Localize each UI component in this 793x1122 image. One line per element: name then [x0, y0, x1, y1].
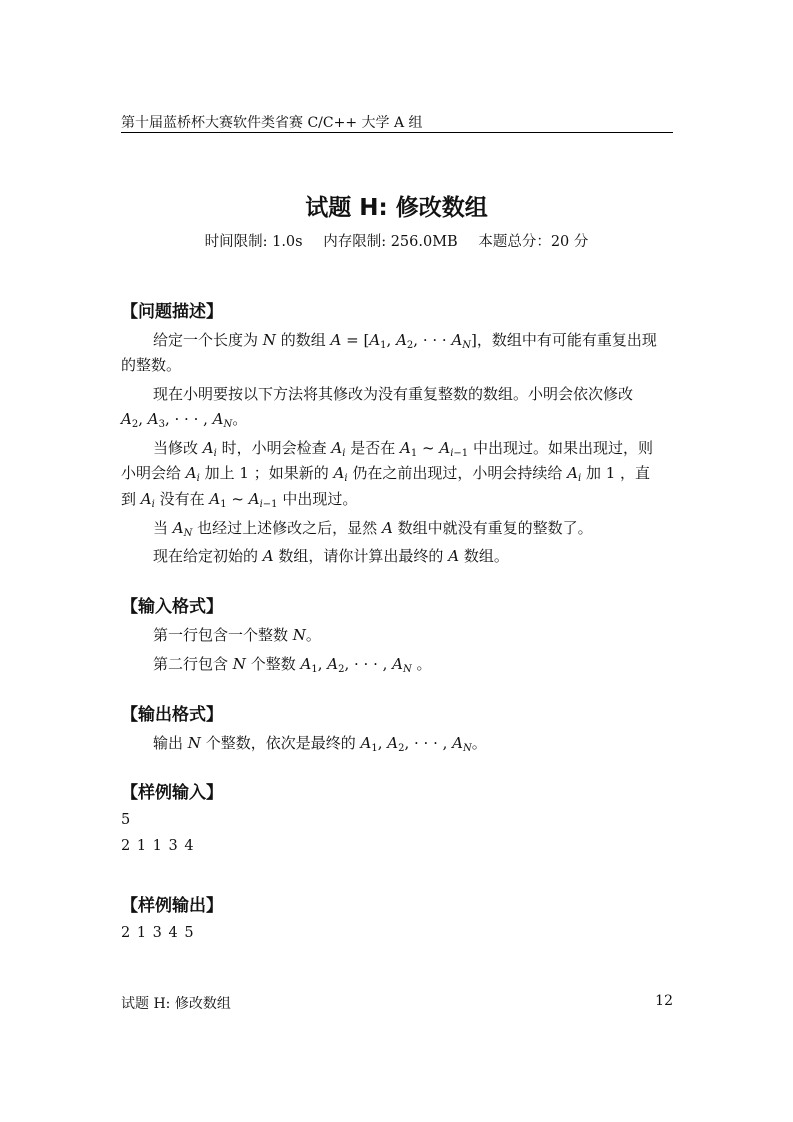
section-description-heading: 【问题描述】	[121, 302, 223, 322]
description-paragraph-3: 当修改 $A_i$ 时，小明会检查 $A_i$ 是否在 $A_1$ ~ $A_{i-1}$ 中出现过。如果出现过，则	[153, 439, 653, 459]
input-format-line-1: 第一行包含一个整数 N。	[153, 626, 321, 644]
total-score: 本题总分：20 分	[478, 234, 589, 250]
description-paragraph-4: 当 $A_N$ 也经过上述修改之后，显然 A 数组中就没有重复的整数了。	[153, 519, 593, 539]
memory-limit: 内存限制: 256.0MB	[323, 234, 458, 250]
section-sample-output-heading: 【样例输出】	[121, 896, 223, 916]
problem-title: 试题 H: 修改数组	[305, 195, 488, 221]
section-sample-input-heading: 【样例输入】	[121, 783, 223, 803]
sample-input-line-1: 5	[121, 812, 132, 828]
description-paragraph-5: 现在给定初始的 A 数组，请你计算出最终的 A 数组。	[153, 547, 509, 565]
description-paragraph-1-cont: 的整数。	[121, 356, 182, 374]
problem-meta	[0, 230, 793, 251]
footer-label: 试题 H: 修改数组	[121, 996, 231, 1012]
sample-input-line-2: 2 1 1 3 4	[121, 838, 195, 854]
description-paragraph-3-line3: 到 $A_i$ 没有在 $A_1$ ~ $A_{i-1}$ 中出现过。	[121, 490, 358, 510]
input-format-line-2: 第二行包含 N 个整数 $A_1$, $A_2$, · · · , $A_N$ 。	[153, 655, 432, 675]
running-header: 第十届蓝桥杯大赛软件类省赛 C/C++ 大学 A 组	[121, 115, 423, 131]
description-paragraph-2: 现在小明要按以下方法将其修改为没有重复整数的数组。小明会依次修改	[153, 385, 634, 403]
section-output-format-heading: 【输出格式】	[121, 705, 223, 725]
sample-output-line-1: 2 1 3 4 5	[121, 925, 195, 941]
description-paragraph-3-line2: 小明会给 $A_i$ 加上 1 ；如果新的 $A_i$ 仍在之前出现过，小明会持续给 $A_i$ 加 1 ，直	[121, 464, 651, 484]
page-number: 12	[655, 993, 673, 1009]
header-rule	[121, 132, 673, 133]
time-limit: 时间限制: 1.0s	[204, 234, 303, 250]
description-paragraph-2-cont: $A_2$, $A_3$, · · · , $A_N$。	[121, 410, 248, 430]
description-paragraph-1: 给定一个长度为 N 的数组 $A = [A_1$, $A_2$, · · · $A_N$]，数组中有可能有重复出现	[153, 331, 657, 351]
section-input-format-heading: 【输入格式】	[121, 597, 223, 617]
output-format-line-1: 输出 N 个整数，依次是最终的 $A_1$, $A_2$, · · · , $A_N$。	[153, 734, 487, 754]
